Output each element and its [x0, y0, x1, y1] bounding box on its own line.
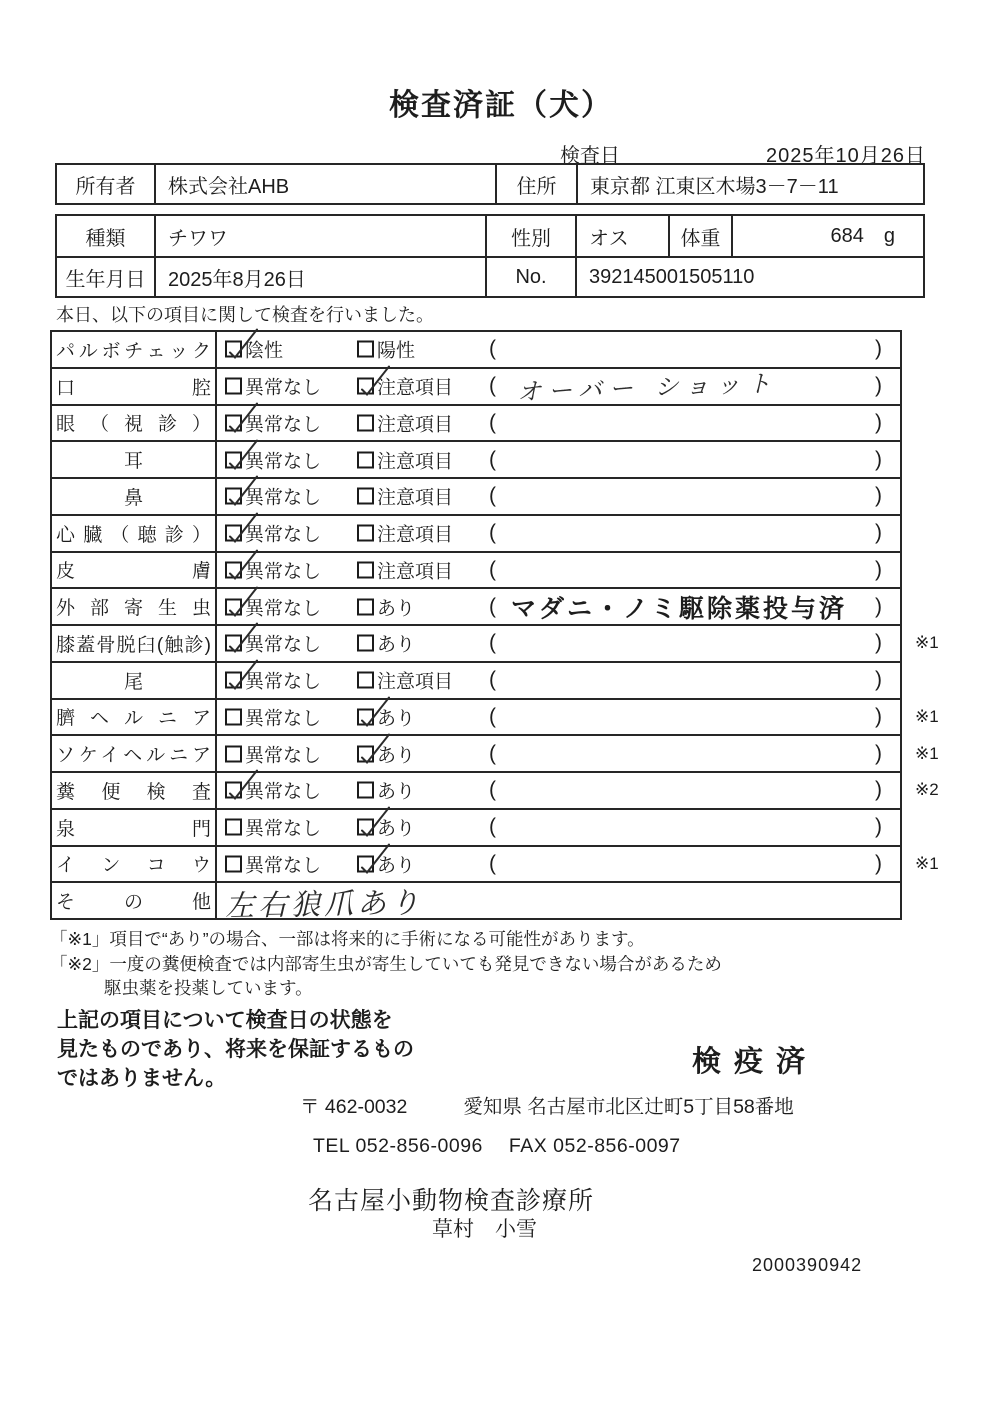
checkbox-option: [225, 483, 321, 510]
exam-row: [52, 367, 900, 407]
weight-value: 684: [830, 224, 864, 247]
birthdate-label: 生年月日: [65, 268, 146, 291]
clinic-postal-code: 〒 462-0032: [300, 1096, 408, 1118]
checkbox-option: [225, 409, 321, 436]
checkbox-option: [225, 814, 321, 841]
quarantine-stamp: 検疫済: [692, 1046, 819, 1078]
checkbox-option: [357, 373, 453, 400]
exam-row-content: [217, 406, 900, 441]
checkbox-label: あり: [377, 598, 416, 620]
checkbox-unchecked: [357, 598, 374, 615]
exam-row-content: [217, 663, 900, 698]
exam-item-label: [52, 406, 217, 441]
checkbox-option: [357, 593, 415, 620]
exam-row-content: [217, 700, 939, 735]
pet-table-row-1: [57, 216, 923, 256]
checkbox-label: 異常なし: [245, 524, 322, 546]
checkbox-checked: [357, 855, 374, 872]
checkbox-checked: [225, 561, 242, 578]
checkbox-label: 異常なし: [245, 414, 322, 436]
checkbox-option: [225, 520, 321, 547]
checkbox-option: [357, 409, 453, 436]
checkbox-unchecked: [357, 341, 374, 358]
exam-item-text: 眼（視診）: [56, 414, 211, 436]
exam-item-label: [52, 626, 217, 661]
exam-item-text: 臍ヘルニア: [56, 708, 211, 730]
exam-item-label: [52, 479, 217, 514]
open-paren: (: [489, 484, 496, 508]
sex-label: 性別: [485, 216, 575, 256]
close-paren: ): [875, 337, 882, 361]
checkbox-unchecked: [225, 855, 242, 872]
checkbox-option: [357, 740, 415, 767]
exam-item-text: 耳: [123, 451, 143, 473]
exam-item-label: [52, 883, 217, 918]
close-paren: ): [875, 778, 882, 802]
exam-item-text: その他: [56, 892, 211, 914]
exam-row: [52, 332, 900, 367]
checkbox-option: [357, 336, 415, 363]
close-paren: ): [875, 851, 882, 875]
exam-row: [52, 440, 900, 477]
checkbox-label: あり: [377, 745, 416, 767]
exam-item-label: [52, 700, 217, 735]
checkbox-checked: [357, 819, 374, 836]
exam-row: [52, 881, 900, 923]
exam-row: [52, 698, 939, 735]
birthdate-value: 2025年8月26日: [154, 258, 485, 296]
checkbox-unchecked: [357, 672, 374, 689]
checkbox-option: [357, 814, 415, 841]
exam-row-content: [217, 479, 900, 514]
checkbox-checked: [225, 341, 242, 358]
no-label: No.: [485, 258, 575, 296]
exam-row-content: [217, 847, 939, 882]
checkbox-label: 異常なし: [245, 745, 322, 767]
checkbox-checked: [225, 414, 242, 431]
weight-unit: g: [883, 224, 895, 247]
intro-text: 本日、以下の項目に関して検査を行いました。: [56, 305, 434, 325]
open-paren: (: [489, 668, 496, 692]
checkbox-checked: [357, 378, 374, 395]
checkbox-option: [225, 850, 321, 877]
disclaimer-line-2: 見たものであり、将来を保証するもの: [57, 1038, 414, 1061]
open-paren: (: [489, 815, 496, 839]
handwritten-note: オーバー ショット: [516, 369, 779, 407]
close-paren: ): [875, 815, 882, 839]
disclaimer-line-3: ではありません。: [57, 1067, 227, 1090]
checkbox-label: あり: [377, 818, 416, 840]
address-value: 東京都 江東区木場3－7－11: [576, 165, 923, 203]
checkbox-label: 異常なし: [245, 671, 322, 693]
close-paren: ): [875, 741, 882, 765]
close-paren: ): [875, 410, 882, 434]
exam-item-text: ソケイヘルニア: [56, 745, 211, 767]
close-paren: ): [875, 557, 882, 581]
checkbox-option: [357, 777, 415, 804]
checkbox-option: [357, 556, 453, 583]
exam-row-content: [217, 883, 900, 923]
checkbox-label: 異常なし: [245, 708, 322, 730]
checkbox-option: [225, 667, 321, 694]
checkbox-label: 異常なし: [245, 598, 322, 620]
checkbox-checked: [225, 635, 242, 652]
exam-item-label: [52, 516, 217, 551]
exam-item-label: [52, 736, 217, 771]
checkbox-checked: [225, 672, 242, 689]
open-paren: (: [489, 557, 496, 581]
exam-row-content: [217, 589, 900, 624]
address-label: 住所: [495, 165, 576, 203]
footnote-1: 「※1」項目で“あり”の場合、一部は将来的に手術になる可能性があります。: [50, 929, 645, 949]
reference-mark: ※1: [915, 743, 939, 763]
checkbox-option: [225, 373, 321, 400]
exam-row: [52, 624, 939, 661]
open-paren: (: [489, 594, 496, 618]
exam-table: [50, 330, 939, 923]
checkbox-checked: [225, 525, 242, 542]
checkbox-label: 注意項目: [377, 671, 454, 693]
owner-value: 株式会社AHB: [154, 165, 495, 203]
exam-row: [52, 771, 939, 808]
close-paren: ): [875, 631, 882, 655]
printed-note: マダニ・ノミ駆除薬投与済: [511, 594, 848, 623]
checkbox-unchecked: [357, 782, 374, 799]
open-paren: (: [489, 447, 496, 471]
checkbox-label: 異常なし: [245, 634, 322, 656]
checkbox-checked: [357, 708, 374, 725]
exam-row-content: [217, 736, 939, 771]
exam-item-text: インコウ: [56, 855, 211, 877]
checkbox-option: [357, 850, 415, 877]
exam-row: [52, 477, 900, 514]
exam-item-text: 皮膚: [56, 561, 211, 583]
open-paren: (: [489, 337, 496, 361]
exam-item-label: [52, 553, 217, 588]
breed-value: チワワ: [154, 216, 485, 256]
checkbox-label: 注意項目: [377, 451, 454, 473]
checkbox-label: 注意項目: [377, 414, 454, 436]
exam-row: [52, 808, 900, 845]
checkbox-unchecked: [357, 414, 374, 431]
checkbox-checked: [357, 745, 374, 762]
exam-item-label: [52, 589, 217, 624]
close-paren: ): [875, 374, 882, 398]
exam-row: [52, 587, 900, 624]
checkbox-option: [357, 483, 453, 510]
checkbox-option: [225, 630, 321, 657]
checkbox-label: 注意項目: [377, 377, 454, 399]
checkbox-option: [225, 593, 321, 620]
checkbox-unchecked: [225, 708, 242, 725]
exam-item-text: 心臓（聴診）: [56, 524, 211, 546]
exam-item-text: 尾: [123, 671, 143, 693]
exam-item-label: [52, 332, 217, 367]
checkbox-unchecked: [357, 635, 374, 652]
checkbox-label: あり: [377, 855, 416, 877]
disclaimer: [57, 1006, 414, 1093]
disclaimer-line-1: 上記の項目について検査日の状態を: [57, 1009, 393, 1032]
checkbox-option: [225, 777, 321, 804]
checkbox-option: [357, 446, 453, 473]
exam-row-content: [217, 332, 900, 367]
no-value: 392145001505110: [575, 258, 923, 296]
checkbox-label: 異常なし: [245, 377, 322, 399]
checkbox-option: [225, 740, 321, 767]
serial-number: 2000390942: [752, 1255, 863, 1275]
checkbox-checked: [225, 451, 242, 468]
owner-label: 所有者: [75, 175, 136, 198]
checkbox-unchecked: [357, 488, 374, 505]
close-paren: ): [875, 521, 882, 545]
exam-row: [52, 661, 900, 698]
checkbox-checked: [225, 488, 242, 505]
close-paren: ): [875, 594, 882, 618]
checkbox-option: [357, 630, 415, 657]
close-paren: ): [875, 447, 882, 471]
checkbox-label: 異常なし: [245, 855, 322, 877]
clinic-name: 名古屋小動物検査診療所: [308, 1187, 595, 1215]
exam-row-content: [217, 810, 900, 845]
reference-mark: ※1: [915, 633, 939, 653]
open-paren: (: [489, 851, 496, 875]
checkbox-label: 異常なし: [245, 451, 322, 473]
exam-row: [52, 734, 939, 771]
owner-table: [55, 163, 925, 205]
exam-row-content: [217, 516, 900, 551]
exam-row: [52, 404, 900, 441]
close-paren: ): [875, 668, 882, 692]
exam-item-text: 糞便検査: [56, 781, 211, 803]
exam-item-text: 外部寄生虫: [56, 598, 211, 620]
checkbox-label: 異常なし: [245, 818, 322, 840]
checkbox-option: [357, 667, 453, 694]
page-title: 検査済証（犬）: [389, 89, 613, 122]
weight-value-cell: [731, 216, 923, 256]
open-paren: (: [489, 374, 496, 398]
checkbox-label: 注意項目: [377, 524, 454, 546]
checkbox-label: 注意項目: [377, 487, 454, 509]
footnote-2-line1: 「※2」一度の糞便検査では内部寄生虫が寄生していても発見できない場合があるため: [50, 954, 722, 974]
checkbox-label: あり: [377, 708, 416, 730]
exam-item-label: [52, 810, 217, 845]
checkbox-option: [225, 336, 283, 363]
exam-row: [52, 514, 900, 551]
inspection-date-value: 2025年10月26日: [766, 145, 926, 167]
clinic-tel-line: [313, 1135, 681, 1158]
exam-row-content: [217, 369, 900, 407]
close-paren: ): [875, 704, 882, 728]
inspection-date-label: 検査日: [560, 145, 620, 167]
checkbox-option: [357, 520, 453, 547]
exam-item-label: [52, 442, 217, 477]
checkbox-option: [225, 556, 321, 583]
clinic-tel: TEL 052-856-0096: [313, 1135, 483, 1157]
exam-item-label: [52, 773, 217, 808]
checkbox-checked: [225, 598, 242, 615]
checkbox-unchecked: [357, 451, 374, 468]
clinic-address: 愛知県 名古屋市北区辻町5丁目58番地: [463, 1096, 794, 1118]
checkbox-label: 陽性: [377, 340, 416, 362]
checkbox-option: [225, 446, 321, 473]
checkbox-option: [225, 703, 321, 730]
checkbox-unchecked: [225, 745, 242, 762]
open-paren: (: [489, 741, 496, 765]
reference-mark: ※1: [915, 706, 939, 726]
exam-item-label: [52, 369, 217, 404]
open-paren: (: [489, 631, 496, 655]
open-paren: (: [489, 704, 496, 728]
open-paren: (: [489, 521, 496, 545]
exam-row-content: [217, 553, 900, 588]
pet-table-row-2: [57, 256, 923, 296]
exam-item-text: 鼻: [123, 487, 143, 509]
checkbox-label: あり: [377, 781, 416, 803]
clinic-postal-line: [300, 1091, 794, 1119]
open-paren: (: [489, 778, 496, 802]
sex-value: オス: [575, 216, 668, 256]
open-paren: (: [489, 410, 496, 434]
checkbox-label: 異常なし: [245, 487, 322, 509]
reference-mark: ※1: [915, 853, 939, 873]
checkbox-checked: [225, 782, 242, 799]
checkbox-label: 陰性: [245, 340, 284, 362]
examiner-name: 草村 小雪: [432, 1218, 537, 1241]
checkbox-label: あり: [377, 634, 416, 656]
checkbox-unchecked: [225, 819, 242, 836]
owner-table-row: [57, 165, 923, 203]
pet-table: [55, 214, 925, 298]
exam-item-label: [52, 663, 217, 698]
exam-row-content: [217, 626, 939, 661]
footnote-2-line2: 駆虫薬を投薬しています。: [104, 978, 313, 998]
exam-item-label: [52, 847, 217, 882]
clinic-fax: FAX 052-856-0097: [508, 1135, 681, 1157]
exam-item-text: 口腔: [56, 377, 211, 399]
exam-item-text: 膝蓋骨脱臼(触診): [56, 634, 211, 656]
reference-mark: ※2: [915, 780, 939, 800]
checkbox-label: 異常なし: [245, 781, 322, 803]
checkbox-label: 異常なし: [245, 561, 322, 583]
checkbox-unchecked: [357, 525, 374, 542]
handwritten-free-text: 左右狼爪あり: [224, 885, 424, 923]
weight-label: 体重: [668, 216, 731, 256]
exam-row-content: [217, 442, 900, 477]
exam-row: [52, 551, 900, 588]
close-paren: ): [875, 484, 882, 508]
exam-item-text: 泉門: [56, 818, 211, 840]
exam-row: [52, 845, 939, 882]
checkbox-unchecked: [225, 378, 242, 395]
checkbox-label: 注意項目: [377, 561, 454, 583]
exam-row-content: [217, 773, 939, 808]
checkbox-unchecked: [357, 561, 374, 578]
exam-item-text: パルボチェック: [56, 340, 211, 362]
checkbox-option: [357, 703, 415, 730]
breed-label: 種類: [85, 227, 126, 250]
